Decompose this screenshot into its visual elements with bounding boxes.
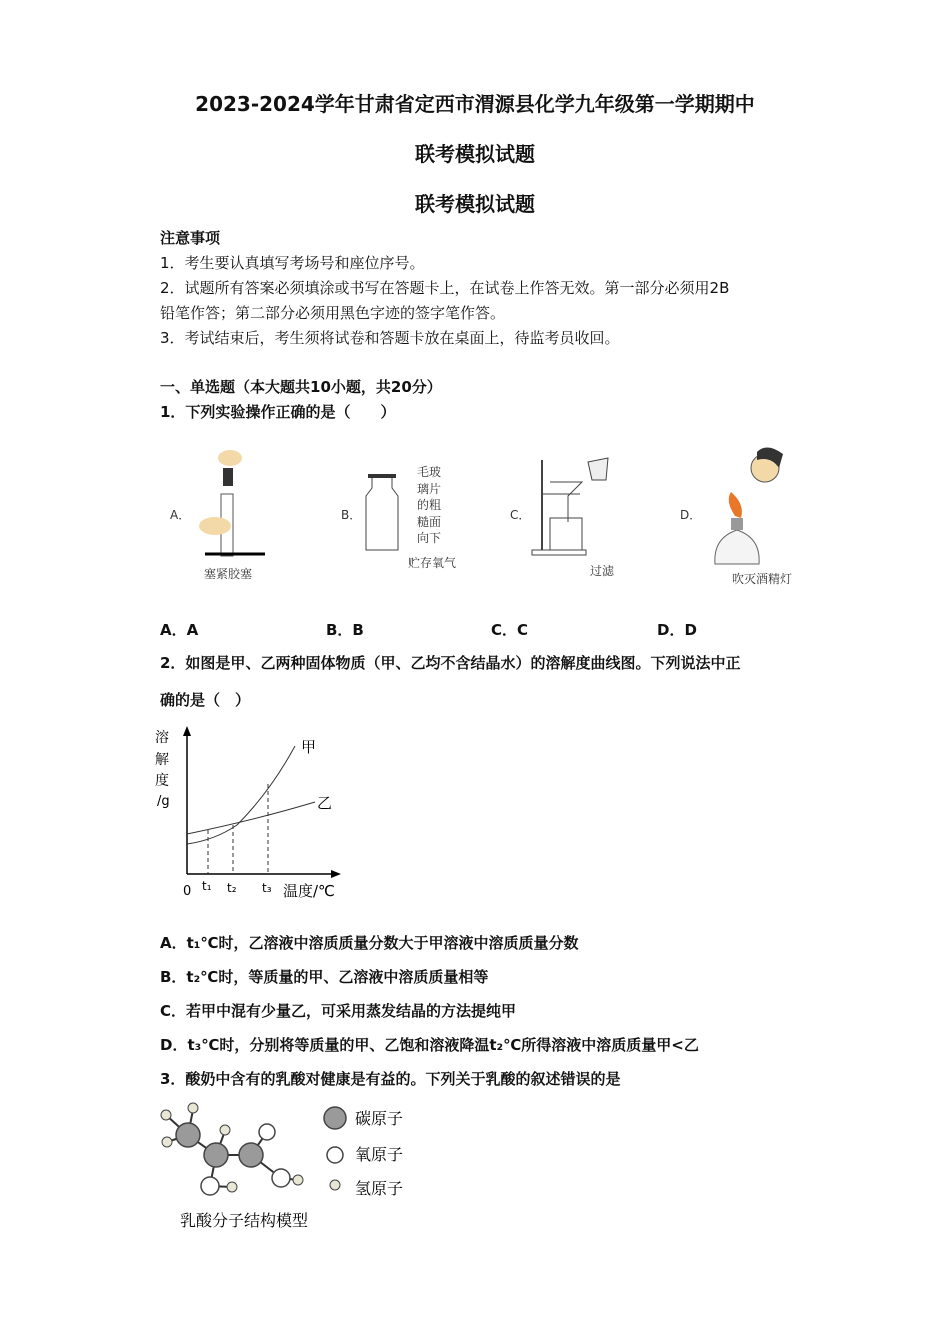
hydrogen-legend-icon — [330, 1180, 340, 1190]
legend-hydrogen: 氢原子 — [355, 1179, 404, 1198]
lactic-acid-model — [155, 1098, 425, 1233]
fig-c-caption: 过滤 — [590, 564, 615, 578]
fig-b-caption: 贮存氧气 — [408, 556, 457, 570]
tick-t1: t₁ — [202, 879, 212, 893]
fig-b-gas-bottle-illustration — [362, 472, 412, 554]
q1-option-b[interactable]: B．B — [326, 621, 364, 639]
q1-option-d[interactable]: D．D — [657, 621, 697, 639]
oxygen-legend-icon — [327, 1147, 343, 1163]
y-axis-arrow — [183, 726, 191, 736]
y-label: 度 — [155, 773, 169, 789]
note-line: 的粗 — [417, 498, 442, 512]
fig-d-letter: D． — [680, 508, 702, 522]
notice-item: 1．考生要认真填写考场号和座位序号。 — [160, 254, 425, 272]
legend-oxygen: 氧原子 — [355, 1145, 404, 1164]
q2-stem-line2: 确的是（ ） — [160, 691, 251, 709]
guide-lines — [208, 784, 268, 874]
notice-item: 铅笔作答；第二部分必须用黑色字迹的签字笔作答。 — [160, 304, 506, 322]
fig-d-caption: 吹灭酒精灯 — [732, 572, 793, 586]
note-line: 向下 — [417, 531, 442, 545]
x-axis-arrow — [331, 870, 341, 878]
q2-option-c[interactable]: C．若甲中混有少量乙，可采用蒸发结晶的方法提纯甲 — [160, 1002, 517, 1020]
q1-option-c[interactable]: C．C — [491, 621, 529, 639]
y-label: 溶 — [155, 730, 169, 746]
title-line-3: 联考模拟试题 — [415, 192, 535, 216]
curve-jia-label: 甲 — [301, 738, 317, 756]
note-line: 糙面 — [417, 514, 442, 529]
notice-item: 3．考试结束后，考生须将试卷和答题卡放在桌面上，待监考员收回。 — [160, 329, 620, 347]
origin-label: 0 — [183, 884, 192, 899]
fig-a-letter: A． — [170, 508, 191, 522]
section-heading: 一、单选题（本大题共10小题，共20分） — [160, 378, 442, 396]
q2-option-a[interactable]: A．t₁℃时，乙溶液中溶质质量分数大于甲溶液中溶质质量分数 — [160, 934, 579, 952]
carbon-legend-icon — [324, 1107, 346, 1129]
fig-b-letter: B． — [341, 508, 362, 522]
title-line-2: 联考模拟试题 — [415, 142, 535, 166]
q2-stem-line1: 2．如图是甲、乙两种固体物质（甲、乙均不含结晶水）的溶解度曲线图。下列说法中正 — [160, 654, 741, 672]
title-line-1: 2023-2024学年甘肃省定西市渭源县化学九年级第一学期期中 — [195, 92, 755, 116]
notice-item: 2．试题所有答案必须填涂或书写在答题卡上，在试卷上作答无效。第一部分必须用2B — [160, 279, 730, 297]
q2-option-d[interactable]: D．t₃℃时，分别将等质量的甲、乙饱和溶液降温t₂℃所得溶液中溶质质量甲<乙 — [160, 1036, 699, 1054]
fig-a-stopper-illustration — [195, 448, 265, 558]
note-line: 毛玻 — [417, 465, 442, 479]
fig-a-caption: 塞紧胶塞 — [204, 567, 253, 581]
fig-b-note — [417, 464, 445, 547]
q1-option-a[interactable]: A．A — [160, 621, 199, 639]
x-label: 温度/℃ — [283, 882, 335, 900]
fig-c-filtration-illustration — [530, 452, 615, 558]
q2-option-b[interactable]: B．t₂℃时，等质量的甲、乙溶液中溶质质量相等 — [160, 968, 489, 986]
y-label: 解 — [155, 752, 169, 768]
y-label: /g — [157, 794, 170, 809]
q1-stem: 1．下列实验操作正确的是（ ） — [160, 403, 396, 421]
legend-carbon: 碳原子 — [355, 1109, 404, 1128]
curve-jia — [187, 746, 295, 844]
tick-t2: t₂ — [227, 881, 237, 895]
note-line: 璃片 — [417, 481, 442, 496]
fig-d-alcohol-lamp-illustration — [705, 446, 795, 568]
tick-t3: t₃ — [262, 881, 272, 895]
notice-heading: 注意事项 — [160, 229, 221, 247]
curve-yi-label: 乙 — [317, 794, 333, 812]
curve-yi — [187, 802, 315, 834]
solubility-graph — [155, 722, 355, 907]
model-caption: 乳酸分子结构模型 — [180, 1211, 309, 1230]
q3-stem: 3．酸奶中含有的乳酸对健康是有益的。下列关于乳酸的叙述错误的是 — [160, 1070, 621, 1088]
fig-c-letter: C． — [510, 508, 531, 522]
